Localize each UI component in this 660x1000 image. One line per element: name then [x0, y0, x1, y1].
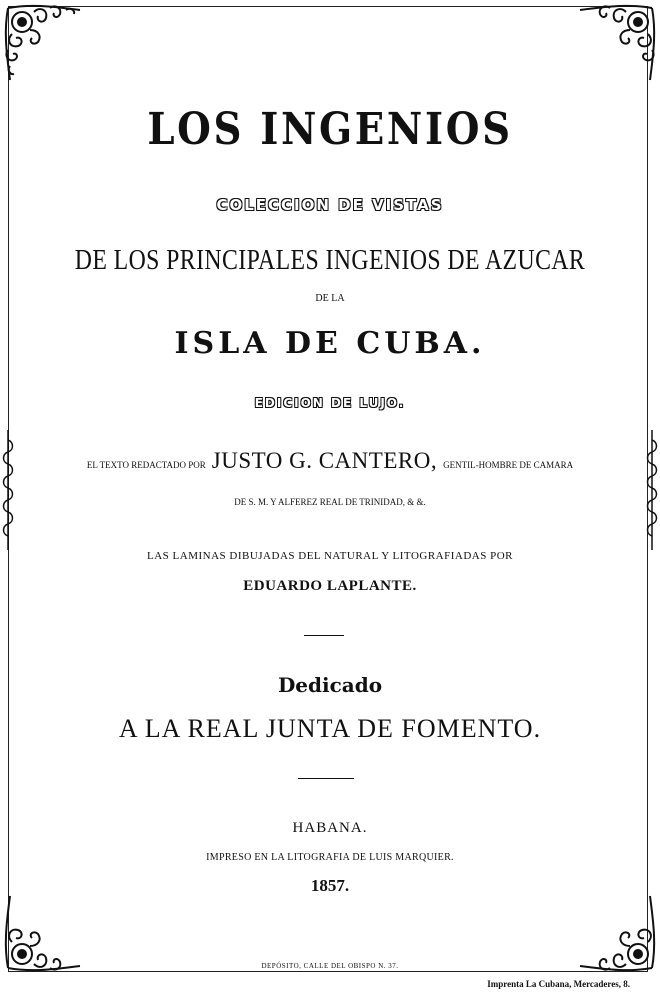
main-title: LOS INGENIOS	[147, 104, 513, 155]
deposit-address: DEPÓSITO, CALLE DEL OBISPO N. 37.	[261, 962, 399, 970]
printer-credit: Imprenta La Cubana, Mercaderes, 8.	[487, 979, 630, 989]
dedication-recipient: A LA REAL JUNTA DE FOMENTO.	[118, 714, 542, 743]
title-line-isla: ISLA DE CUBA.	[174, 326, 486, 361]
artist-name: EDUARDO LAPLANTE.	[243, 578, 417, 594]
imprint-city: HABANA.	[292, 820, 368, 836]
scroll-ornament-icon	[0, 0, 90, 90]
imprint-printer: IMPRESO EN LA LITOGRAFIA DE LUIS MARQUIER.	[206, 852, 454, 863]
author-name: JUSTO G. CANTERO,	[211, 448, 438, 473]
title-line-de-la: DE LA	[315, 293, 345, 304]
imprint-year: 1857.	[310, 876, 350, 895]
dedication-label: Dedicado	[277, 673, 383, 697]
plates-credit: LAS LAMINAS DIBUJADAS DEL NATURAL Y LITOGRAFIADAS POR	[147, 550, 513, 562]
author-credit	[0, 448, 660, 474]
scroll-ornament-icon	[570, 0, 660, 90]
divider	[298, 778, 354, 779]
edition-label: EDICION DE LUJO.	[254, 396, 406, 410]
title-line-principales: DE LOS PRINCIPALES INGENIOS DE AZUCAR	[74, 244, 586, 276]
author-title: GENTIL-HOMBRE DE CAMARA	[443, 460, 574, 470]
divider	[304, 635, 344, 636]
credit-prefix: EL TEXTO REDACTADO POR	[86, 460, 206, 470]
subtitle: COLECCION DE VISTAS	[216, 196, 444, 214]
author-title-line2: DE S. M. Y ALFEREZ REAL DE TRINIDAD, & &.	[234, 497, 426, 507]
